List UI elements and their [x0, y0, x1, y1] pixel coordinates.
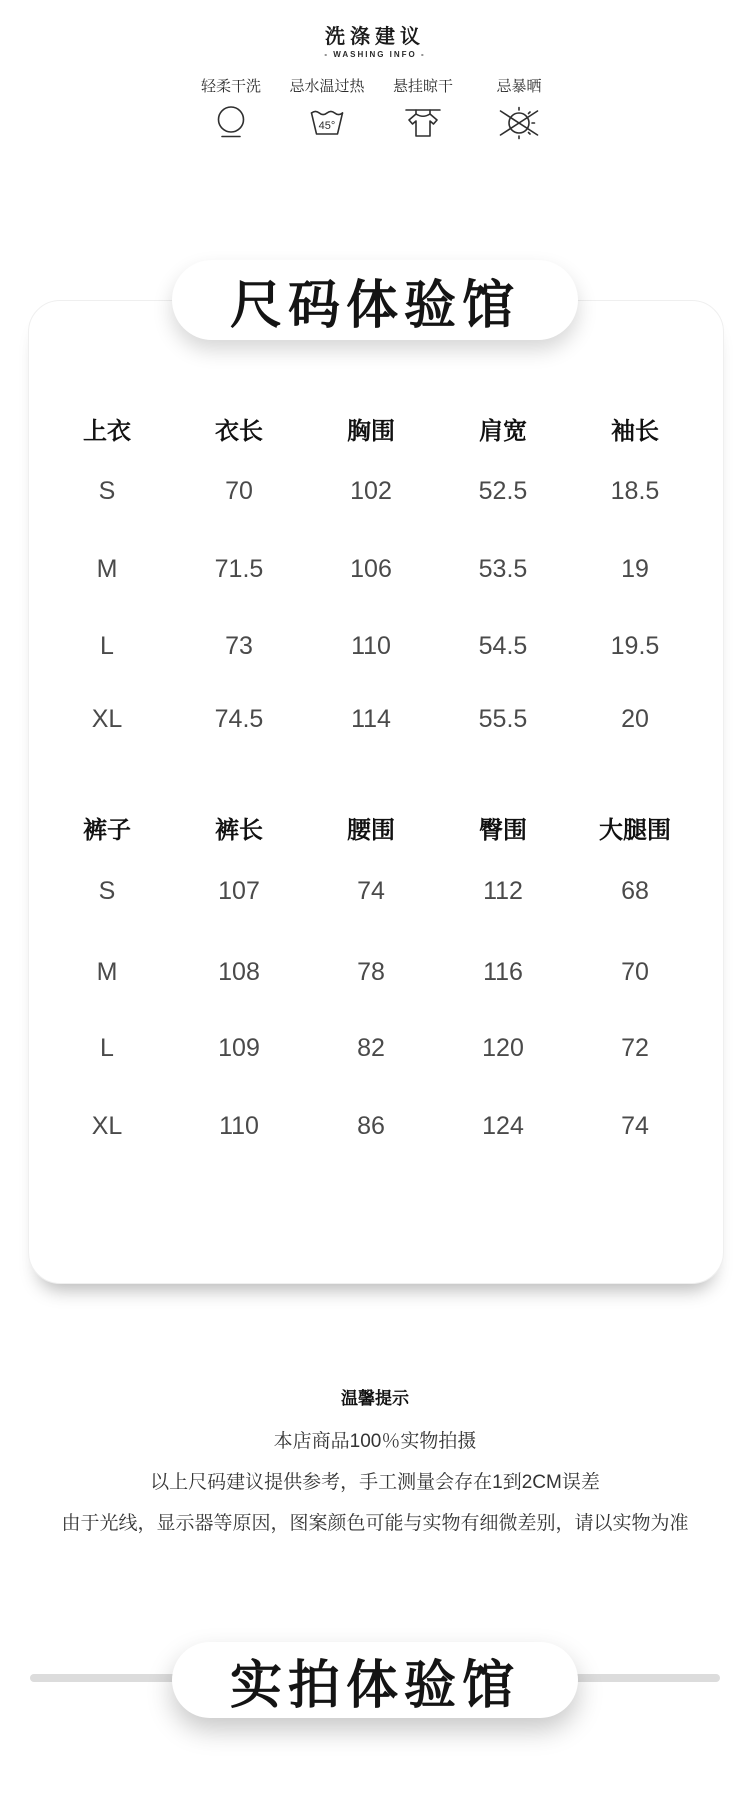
- size-cell: S: [98, 476, 116, 505]
- table-cell: 78: [357, 957, 385, 986]
- washing-icons-row: [0, 79, 750, 143]
- tops-table-header-row: [41, 411, 701, 445]
- washing-item: [375, 79, 471, 143]
- table-cell: 71.5: [214, 554, 264, 583]
- table-cell: 110: [351, 631, 391, 660]
- dry-clean-circle-icon: [211, 103, 251, 143]
- washing-item-label: 忌水温过热: [289, 78, 365, 95]
- size-cell: L: [100, 631, 114, 660]
- table-cell: 73: [225, 631, 253, 660]
- table-cell: 82: [357, 1033, 385, 1062]
- photos-title-pill: [172, 1642, 578, 1718]
- table-cell: 52.5: [478, 476, 528, 505]
- washing-item-label: 悬挂晾干: [392, 78, 453, 95]
- table-cell: 53.5: [478, 554, 528, 583]
- table-cell: 102: [350, 476, 392, 505]
- table-header-cell: 上衣: [83, 417, 131, 445]
- table-header-cell: 腰围: [347, 816, 395, 844]
- table-cell: 74: [357, 876, 385, 905]
- table-cell: 107: [218, 876, 260, 905]
- table-row: [41, 874, 701, 908]
- table-row: [41, 702, 701, 736]
- table-cell: 112: [483, 876, 523, 905]
- size-cell: S: [98, 876, 116, 905]
- table-cell: 106: [350, 554, 392, 583]
- table-cell: 19.5: [610, 631, 660, 660]
- table-header-cell: 肩宽: [479, 417, 527, 445]
- table-header-cell: 臀围: [479, 816, 527, 844]
- table-row: [41, 629, 701, 663]
- size-cell: XL: [91, 704, 123, 733]
- table-row: [41, 552, 701, 586]
- washing-section-title: 洗涤建议: [325, 26, 425, 48]
- water-temp-label: 45°: [318, 120, 336, 132]
- tips-line: 由于光线，显示器等原因，图案颜色可能与实物有细微差别，请以实物为准: [61, 1513, 689, 1534]
- size-cell: M: [96, 554, 118, 583]
- table-cell: 108: [218, 957, 260, 986]
- table-cell: 124: [482, 1111, 524, 1140]
- no-sun-icon: [499, 103, 539, 143]
- table-row: [41, 1109, 701, 1143]
- table-cell: 72: [621, 1033, 649, 1062]
- table-cell: 116: [483, 957, 523, 986]
- wash-temp-icon: [307, 103, 347, 143]
- size-chart-card: [28, 300, 724, 1284]
- washing-section-subtitle: - WASHING INFO -: [324, 50, 426, 59]
- table-cell: 74.5: [214, 704, 264, 733]
- tips-title: 温馨提示: [341, 1389, 409, 1408]
- table-cell: 114: [351, 704, 391, 733]
- table-header-cell: 胸围: [347, 417, 395, 445]
- table-header-cell: 衣长: [215, 417, 263, 445]
- table-row: [41, 1031, 701, 1065]
- washing-item: [471, 79, 567, 143]
- tips-section: [0, 1390, 750, 1544]
- table-cell: 68: [621, 876, 649, 905]
- table-cell: 20: [621, 704, 649, 733]
- size-cell: XL: [91, 1111, 123, 1140]
- washing-item-label: 轻柔干洗: [200, 78, 261, 95]
- pants-table-header-row: [41, 810, 701, 844]
- tips-line: 本店商品100％实物拍摄: [273, 1431, 477, 1452]
- table-cell: 18.5: [610, 476, 660, 505]
- table-cell: 110: [219, 1111, 259, 1140]
- table-cell: 70: [225, 476, 253, 505]
- tips-line: 以上尺码建议提供参考，手工测量会存在1到2CM误差: [150, 1472, 600, 1493]
- hang-dry-icon: [403, 103, 443, 143]
- table-row: [41, 955, 701, 989]
- table-header-cell: 裤长: [215, 816, 263, 844]
- size-title-pill: [172, 260, 578, 340]
- table-header-cell: 大腿围: [599, 816, 671, 844]
- table-cell: 86: [357, 1111, 385, 1140]
- table-cell: 19: [621, 554, 649, 583]
- table-cell: 74: [621, 1111, 649, 1140]
- washing-item: [183, 79, 279, 143]
- photos-section-title: 实拍体验馆: [229, 1656, 520, 1715]
- table-row: [41, 474, 701, 508]
- table-cell: 70: [621, 957, 649, 986]
- table-cell: 54.5: [478, 631, 528, 660]
- washing-item-label: 忌暴晒: [496, 78, 542, 95]
- size-section-title: 尺码体验馆: [229, 276, 520, 335]
- size-cell: L: [100, 1033, 114, 1062]
- size-cell: M: [96, 957, 118, 986]
- table-cell: 55.5: [478, 704, 528, 733]
- table-cell: 109: [218, 1033, 260, 1062]
- washing-item: [279, 79, 375, 143]
- table-header-cell: 裤子: [83, 816, 131, 844]
- table-cell: 120: [482, 1033, 524, 1062]
- table-header-cell: 袖长: [611, 417, 659, 445]
